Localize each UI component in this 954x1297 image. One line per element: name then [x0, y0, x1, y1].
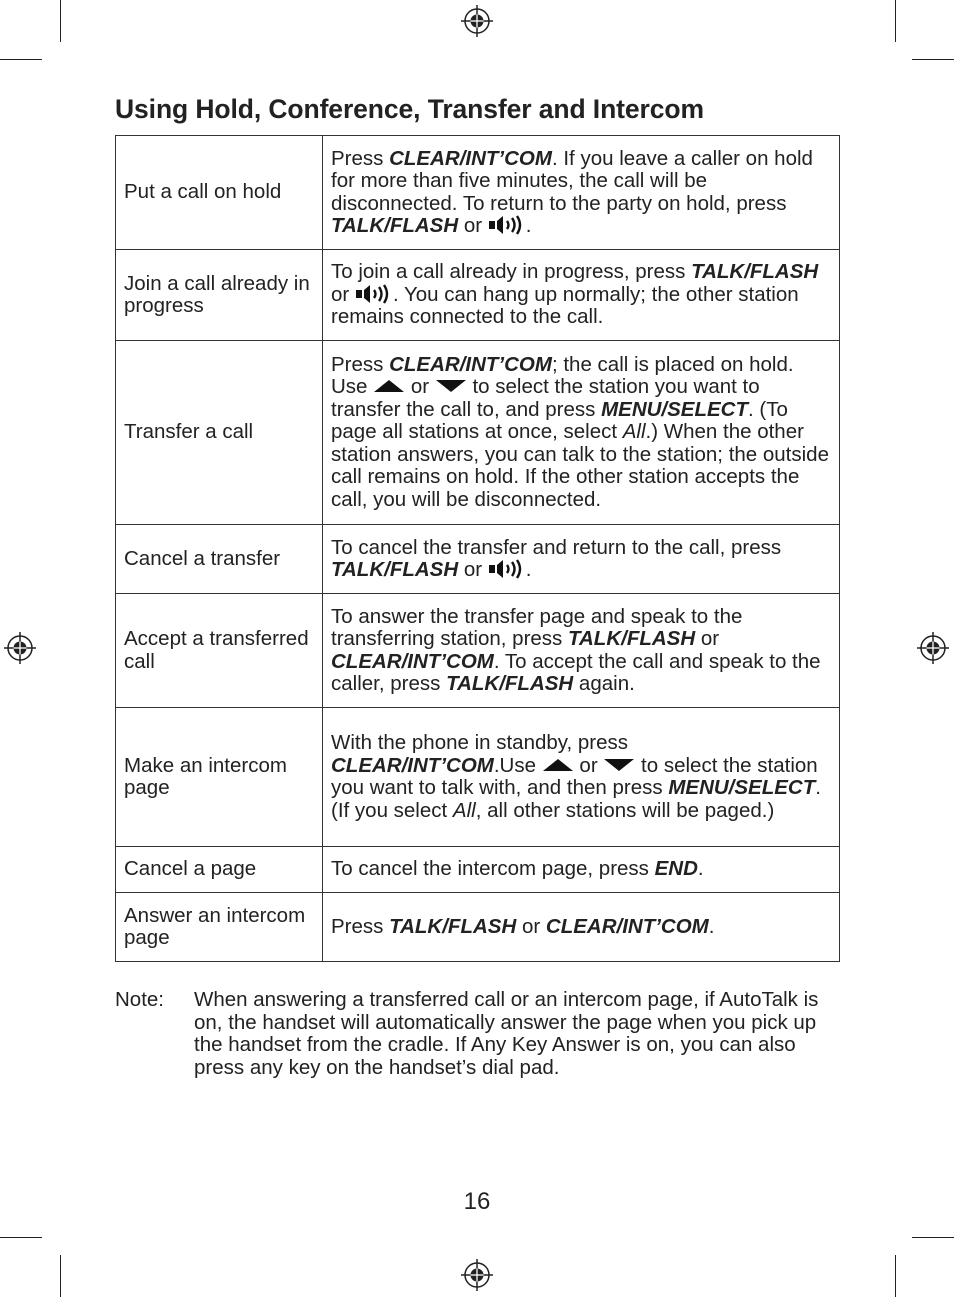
crop-mark	[912, 59, 954, 60]
description-text: .	[708, 914, 715, 938]
table-row	[116, 893, 840, 962]
description-text: To join a call already in progress, press	[331, 260, 692, 284]
registration-mark-icon	[460, 4, 494, 38]
description-text: .Use	[493, 753, 542, 777]
down-arrow-icon	[435, 379, 467, 393]
crop-mark	[0, 1237, 42, 1238]
table-row	[116, 250, 840, 341]
table-row	[116, 525, 840, 594]
description-text: . (To page all stations at once, select	[331, 397, 788, 444]
description-text: .	[525, 214, 532, 237]
option-name: All	[622, 420, 646, 444]
description-cell	[323, 893, 840, 962]
description-text: or	[516, 914, 546, 938]
description-text: , all other stations will be paged.)	[475, 798, 775, 822]
description-cell	[323, 250, 840, 341]
crop-mark	[912, 1237, 954, 1238]
description-text: to select the station you want to transfer the call to, and press	[331, 375, 760, 421]
description-cell	[323, 525, 840, 594]
crop-mark	[60, 1255, 61, 1297]
description-cell	[323, 708, 840, 847]
table-row	[116, 708, 840, 847]
feature-table	[115, 135, 840, 962]
description-text: to select the station you want to talk with, and then press	[331, 753, 818, 799]
description-text: ; the call is placed on hold. Use	[331, 352, 794, 399]
registration-mark-icon	[916, 631, 950, 665]
description-cell	[323, 341, 840, 525]
button-name: TALK/FLASH	[691, 260, 819, 284]
crop-mark	[0, 59, 42, 60]
description-text: .	[525, 558, 532, 581]
action-cell: Answer an intercom page	[116, 893, 323, 962]
button-name: TALK/FLASH	[331, 214, 459, 237]
button-name: CLEAR/INT’COM	[331, 649, 494, 673]
description-cell	[323, 594, 840, 708]
description-text: .) When the other station answers, you can talk to the station; the outside call remains on hold. If the other station accepts the call, you will be disconnected.	[331, 420, 829, 511]
description-text: or	[695, 627, 720, 650]
button-name: TALK/FLASH	[446, 672, 574, 695]
button-name: CLEAR/INT’COM	[331, 753, 494, 777]
description-text: Press	[331, 146, 390, 170]
down-arrow-icon	[603, 758, 635, 772]
description-text: With the phone in standby, press	[331, 731, 629, 754]
description-text: To cancel the intercom page, press	[331, 857, 655, 881]
description-text: again.	[573, 672, 635, 695]
description-text: or	[405, 375, 435, 399]
button-name: TALK/FLASH	[331, 558, 459, 581]
action-cell: Put a call on hold	[116, 136, 323, 250]
crop-mark	[60, 0, 61, 42]
description-cell	[323, 847, 840, 893]
action-cell: Transfer a call	[116, 341, 323, 525]
button-name: CLEAR/INT’COM	[545, 914, 709, 938]
table-row	[116, 136, 840, 250]
option-name: All	[452, 798, 476, 822]
button-name: CLEAR/INT’COM	[389, 146, 552, 170]
button-name: MENU/SELECT	[601, 397, 748, 421]
action-cell: Cancel a transfer	[116, 525, 323, 594]
button-name: TALK/FLASH	[568, 627, 696, 650]
description-text: . If you leave a caller on hold for more than five minutes, the call will be disconnected. To return to the party on hold, press	[331, 146, 813, 215]
note-label: Note:	[115, 988, 164, 1011]
description-text: Press	[331, 352, 390, 376]
description-text: To cancel the transfer and return to the call, press	[331, 535, 782, 559]
button-name: CLEAR/INT’COM	[389, 352, 552, 376]
button-name: END	[654, 857, 698, 881]
up-arrow-icon	[542, 758, 574, 772]
description-text: To answer the transfer page and speak to the transferring station, press	[331, 604, 743, 650]
action-cell: Make an intercom page	[116, 708, 323, 847]
action-cell: Accept a transferred call	[116, 594, 323, 708]
description-text: or	[458, 558, 488, 581]
table-row	[116, 594, 840, 708]
description-text: . To accept the call and speak to the caller, press	[331, 649, 821, 695]
page-title: Using Hold, Conference, Transfer and Intercom	[115, 94, 704, 124]
note-text: When answering a transferred call or an intercom page, if AutoTalk is on, the handset will automatically answer the page when you pick up the handset from the cradle. If Any Key Answer is on, you can also press any key on the handset’s dial pad.	[194, 988, 819, 1079]
up-arrow-icon	[373, 379, 405, 393]
description-text: or	[573, 753, 604, 777]
table-row	[116, 341, 840, 525]
description-cell	[323, 136, 840, 250]
page-number: 16	[463, 1188, 491, 1215]
crop-mark	[895, 0, 896, 42]
crop-mark	[895, 1255, 896, 1297]
description-text: .	[697, 857, 704, 881]
table-row	[116, 847, 840, 893]
description-text: Press	[331, 914, 390, 938]
speaker-icon	[488, 559, 526, 579]
description-text: or	[331, 282, 355, 306]
action-cell: Cancel a page	[116, 847, 323, 893]
button-name: MENU/SELECT	[668, 776, 816, 799]
action-cell: Join a call already in progress	[116, 250, 323, 341]
description-text: . You can hang up normally; the other station remains connected to the call.	[331, 282, 799, 329]
description-text: or	[458, 214, 488, 237]
speaker-icon	[488, 215, 526, 235]
registration-mark-icon	[3, 631, 37, 665]
registration-mark-icon	[460, 1258, 494, 1292]
speaker-icon	[355, 284, 393, 304]
description-text: . (If you select	[331, 776, 821, 822]
button-name: TALK/FLASH	[389, 914, 517, 938]
